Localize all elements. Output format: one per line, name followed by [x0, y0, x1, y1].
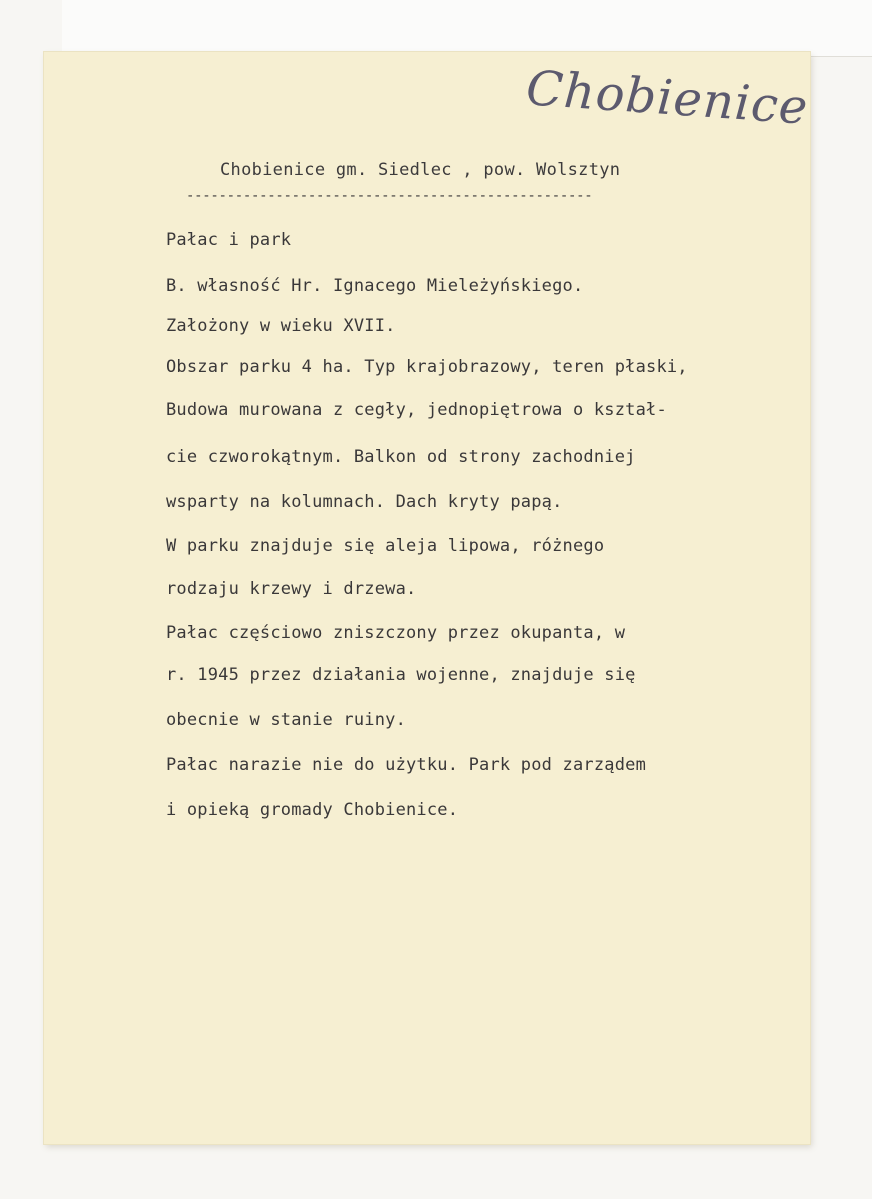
underlying-sheet-edge: [62, 0, 872, 57]
document-card: [44, 52, 810, 1144]
body-line: obecnie w stanie ruiny.: [166, 710, 407, 730]
body-line: Budowa murowana z cegły, jednopiętrowa o kształ-: [166, 400, 667, 420]
body-line: r. 1945 przez działania wojenne, znajduje się: [166, 665, 636, 685]
body-line: cie czworokątnym. Balkon od strony zachodniej: [166, 447, 636, 467]
body-line: Pałac i park: [166, 230, 292, 250]
body-line: Pałac częściowo zniszczony przez okupanta, w: [166, 623, 626, 643]
body-line: wsparty na kolumnach. Dach kryty papą.: [166, 492, 563, 512]
body-line: i opieką gromady Chobienice.: [166, 800, 459, 820]
handwritten-note: Chobienice: [524, 60, 811, 136]
document-heading: Chobienice gm. Siedlec , pow. Wolsztyn: [220, 160, 621, 180]
body-line: rodzaju krzewy i drzewa.: [166, 579, 417, 599]
body-line: Obszar parku 4 ha. Typ krajobrazowy, teren płaski,: [166, 357, 688, 377]
body-line: B. własność Hr. Ignacego Mieleżyńskiego.: [166, 276, 584, 296]
body-line: Pałac narazie nie do użytku. Park pod zarządem: [166, 755, 647, 775]
body-line: Założony w wieku XVII.: [166, 316, 396, 336]
heading-underline-rule: --------------------------------------------------: [186, 188, 593, 204]
body-line: W parku znajduje się aleja lipowa, różnego: [166, 536, 605, 556]
